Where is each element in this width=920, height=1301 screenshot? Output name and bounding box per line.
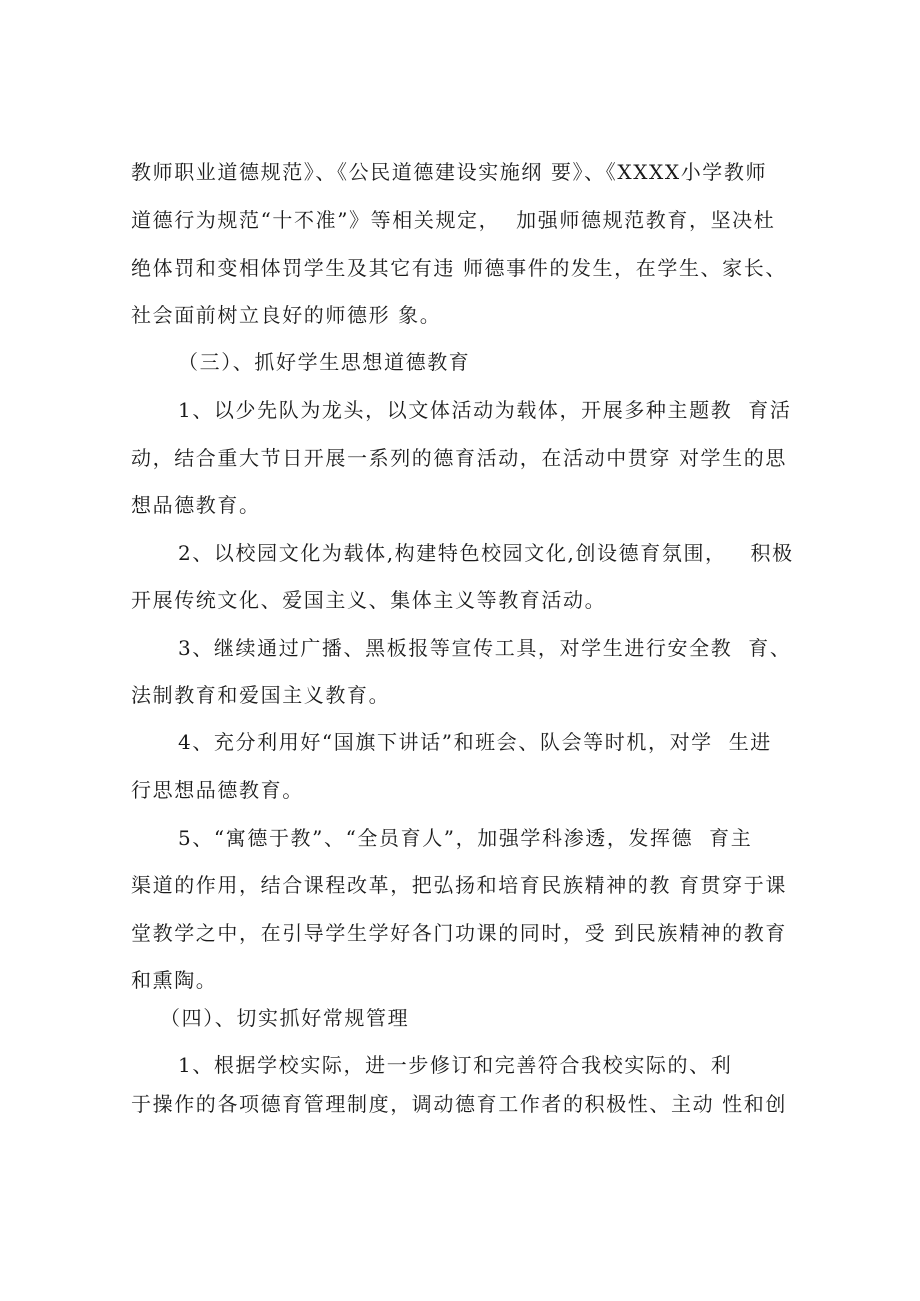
text-line: 教师职业道德规范》、《公民道德建设实施纲 要》、《XXXX小学教师 [131, 160, 768, 184]
text-line: 4、充分利用好“国旗下讲话”和班会、队会等时机，对学 生进 [178, 730, 772, 754]
text-line: 2、以校园文化为载体,构建特色校园文化,创设德育氛围， 积极 [178, 541, 794, 565]
text-line: 渠道的作用，结合课程改革，把弘扬和培育民族精神的教 育贯穿于课 [131, 873, 787, 897]
text-line: 想品德教育。 [131, 493, 261, 517]
text-line: 社会面前树立良好的师德形 象。 [131, 303, 442, 327]
text-line: 和熏陶。 [131, 968, 218, 992]
text-line: 开展传统文化、爱国主义、集体主义等教育活动。 [131, 588, 607, 612]
text-line: 于操作的各项德育管理制度，调动德育工作者的积极性、主动 性和创 [131, 1092, 787, 1116]
section-heading: （四）、切实抓好常规管理 [160, 1006, 410, 1030]
text-line: 行思想品德教育。 [131, 778, 304, 802]
text-line: 1、根据学校实际，进一步修订和完善符合我校实际的、利 [178, 1053, 733, 1077]
text-line: 道德行为规范“十不准”》等相关规定， 加强师德规范教育，坚决杜 [131, 208, 776, 232]
text-line: 3、继续通过广播、黑板报等宣传工具，对学生进行安全教 育、 [178, 636, 792, 660]
section-heading: （三）、抓好学生思想道德教育 [178, 350, 471, 374]
text-line: 1、以少先队为龙头，以文体活动为载体，开展多种主题教 育活 [178, 398, 792, 422]
text-line: 绝体罚和变相体罚学生及其它有违 师德事件的发生，在学生、家长、 [131, 256, 787, 280]
text-line: 法制教育和爱国主义教育。 [131, 683, 391, 707]
text-line: 5、“寓德于教”、“全员育人”，加强学科渗透，发挥德 育主 [178, 826, 753, 850]
text-line: 堂教学之中，在引导学生学好各门功课的同时，受 到民族精神的教育 [131, 921, 787, 945]
text-line: 动，结合重大节日开展一系列的德育活动，在活动中贯穿 对学生的思 [131, 446, 787, 470]
